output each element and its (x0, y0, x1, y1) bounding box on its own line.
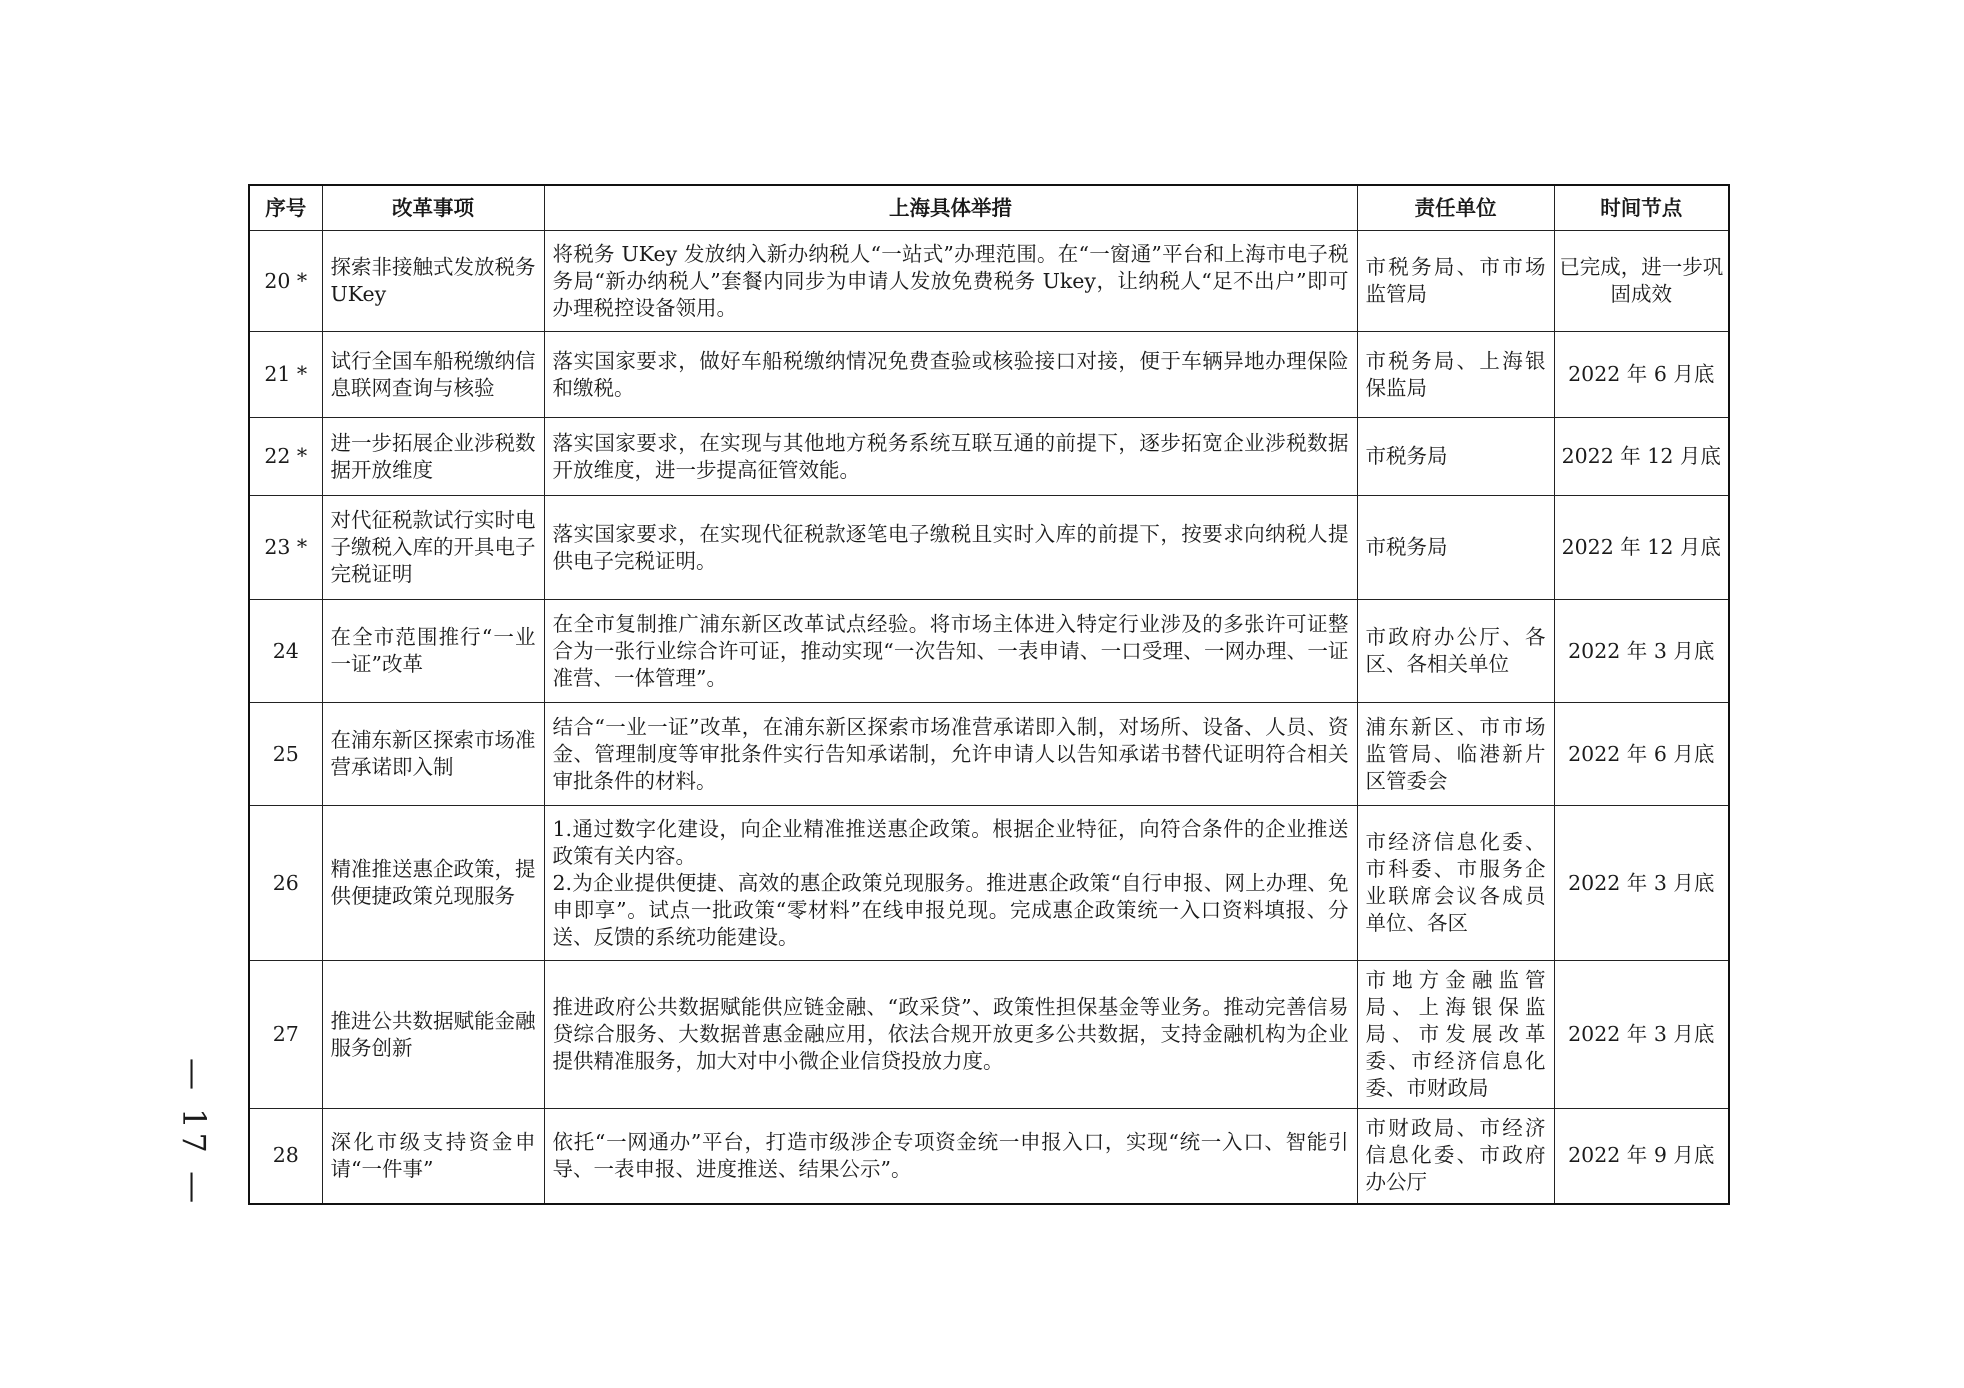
measure-cell (544, 703, 1357, 806)
measure-text: 将税务 UKey 发放纳入新办纳税人“一站式”办理范围。在“一窗通”平台和上海市电子税务局“新办纳税人”套餐内同步为申请人发放免费税务 Ukey，让纳税人“足不出户”即可办理税控设备领用。 (552, 241, 1349, 320)
reform-item: 在全市范围推行“一业一证”改革 (322, 600, 544, 703)
responsible-unit: 浦东新区、市市场监管局、临港新片区管委会 (1357, 703, 1554, 806)
row-number: 24 (249, 600, 322, 703)
table-row (249, 231, 1729, 332)
table-body (249, 231, 1729, 1204)
measure-text: 落实国家要求，做好车船税缴纳情况免费查验或核验接口对接，便于车辆异地办理保险和缴税。 (552, 348, 1349, 400)
reform-measures-table (248, 184, 1730, 1205)
measure-cell (544, 231, 1357, 332)
measure-cell (544, 496, 1357, 600)
measure-cell (544, 961, 1357, 1109)
deadline: 2022 年 12 月底 (1554, 496, 1729, 600)
row-number: 25 (249, 703, 322, 806)
reform-item: 试行全国车船税缴纳信息联网查询与核验 (322, 332, 544, 418)
responsible-unit: 市地方金融监管局、上海银保监局、市发展改革委、市经济信息化委、市财政局 (1357, 961, 1554, 1109)
table-header-row (249, 185, 1729, 231)
deadline: 2022 年 6 月底 (1554, 332, 1729, 418)
deadline: 2022 年 3 月底 (1554, 806, 1729, 961)
deadline: 2022 年 12 月底 (1554, 418, 1729, 496)
deadline: 2022 年 6 月底 (1554, 703, 1729, 806)
row-number: 26 (249, 806, 322, 961)
header-measure: 上海具体举措 (544, 185, 1357, 231)
table-row (249, 600, 1729, 703)
reform-item: 推进公共数据赋能金融服务创新 (322, 961, 544, 1109)
measure-cell (544, 332, 1357, 418)
table-row (249, 496, 1729, 600)
responsible-unit: 市财政局、市经济信息化委、市政府办公厅 (1357, 1109, 1554, 1204)
measure-text: 2.为企业提供便捷、高效的惠企政策兑现服务。推进惠企政策“自行申报、网上办理、免申即享”。试点一批政策“零材料”在线申报兑现。完成惠企政策统一入口资料填报、分送、反馈的系统功能建设。 (552, 870, 1349, 949)
deadline: 已完成，进一步巩固成效 (1554, 231, 1729, 332)
reform-item: 探索非接触式发放税务 UKey (322, 231, 544, 332)
measure-cell (544, 806, 1357, 961)
reform-item: 在浦东新区探索市场准营承诺即入制 (322, 703, 544, 806)
deadline: 2022 年 3 月底 (1554, 600, 1729, 703)
header-item: 改革事项 (322, 185, 544, 231)
measure-cell (544, 1109, 1357, 1204)
row-number: 20 * (249, 231, 322, 332)
table-row (249, 961, 1729, 1109)
measure-text: 落实国家要求，在实现与其他地方税务系统互联互通的前提下，逐步拓宽企业涉税数据开放维度，进一步提高征管效能。 (552, 430, 1349, 482)
reform-item: 深化市级支持资金申请“一件事” (322, 1109, 544, 1204)
measure-text: 落实国家要求，在实现代征税款逐笔电子缴税且实时入库的前提下，按要求向纳税人提供电子完税证明。 (552, 521, 1349, 573)
row-number: 22 * (249, 418, 322, 496)
table-row (249, 703, 1729, 806)
measure-cell (544, 418, 1357, 496)
reform-item: 进一步拓展企业涉税数据开放维度 (322, 418, 544, 496)
table-row (249, 806, 1729, 961)
header-time: 时间节点 (1554, 185, 1729, 231)
deadline: 2022 年 9 月底 (1554, 1109, 1729, 1204)
measure-text: 1.通过数字化建设，向企业精准推送惠企政策。根据企业特征，向符合条件的企业推送政策有关内容。 (552, 816, 1349, 868)
row-number: 23 * (249, 496, 322, 600)
table-header (249, 185, 1729, 231)
row-number: 21 * (249, 332, 322, 418)
deadline: 2022 年 3 月底 (1554, 961, 1729, 1109)
responsible-unit: 市税务局 (1357, 418, 1554, 496)
table-row (249, 418, 1729, 496)
measure-text: 在全市复制推广浦东新区改革试点经验。将市场主体进入特定行业涉及的多张许可证整合为一张行业综合许可证，推动实现“一次告知、一表申请、一口受理、一网办理、一证准营、一体管理”。 (552, 611, 1349, 690)
header-unit: 责任单位 (1357, 185, 1554, 231)
table-row (249, 332, 1729, 418)
responsible-unit: 市税务局、市市场监管局 (1357, 231, 1554, 332)
responsible-unit: 市税务局 (1357, 496, 1554, 600)
responsible-unit: 市经济信息化委、市科委、市服务企业联席会议各成员单位、各区 (1357, 806, 1554, 961)
measure-text: 结合“一业一证”改革，在浦东新区探索市场准营承诺即入制，对场所、设备、人员、资金、管理制度等审批条件实行告知承诺制，允许申请人以告知承诺书替代证明符合相关审批条件的材料。 (552, 714, 1349, 793)
row-number: 28 (249, 1109, 322, 1204)
responsible-unit: 市政府办公厅、各区、各相关单位 (1357, 600, 1554, 703)
reform-item: 对代征税款试行实时电子缴税入库的开具电子完税证明 (322, 496, 544, 600)
measure-text: 依托“一网通办”平台，打造市级涉企专项资金统一申报入口，实现“统一入口、智能引导、一表申报、进度推送、结果公示”。 (552, 1129, 1349, 1181)
reform-item: 精准推送惠企政策，提供便捷政策兑现服务 (322, 806, 544, 961)
measure-text: 推进政府公共数据赋能供应链金融、“政采贷”、政策性担保基金等业务。推动完善信易贷综合服务、大数据普惠金融应用，依法合规开放更多公共数据，支持金融机构为企业提供精准服务，加大对中小微企业信贷投放力度。 (552, 995, 1349, 1073)
row-number: 27 (249, 961, 322, 1109)
table-row (249, 1109, 1729, 1204)
header-no: 序号 (249, 185, 322, 231)
page-number: — 17 — (175, 1058, 213, 1208)
measure-cell (544, 600, 1357, 703)
responsible-unit: 市税务局、上海银保监局 (1357, 332, 1554, 418)
